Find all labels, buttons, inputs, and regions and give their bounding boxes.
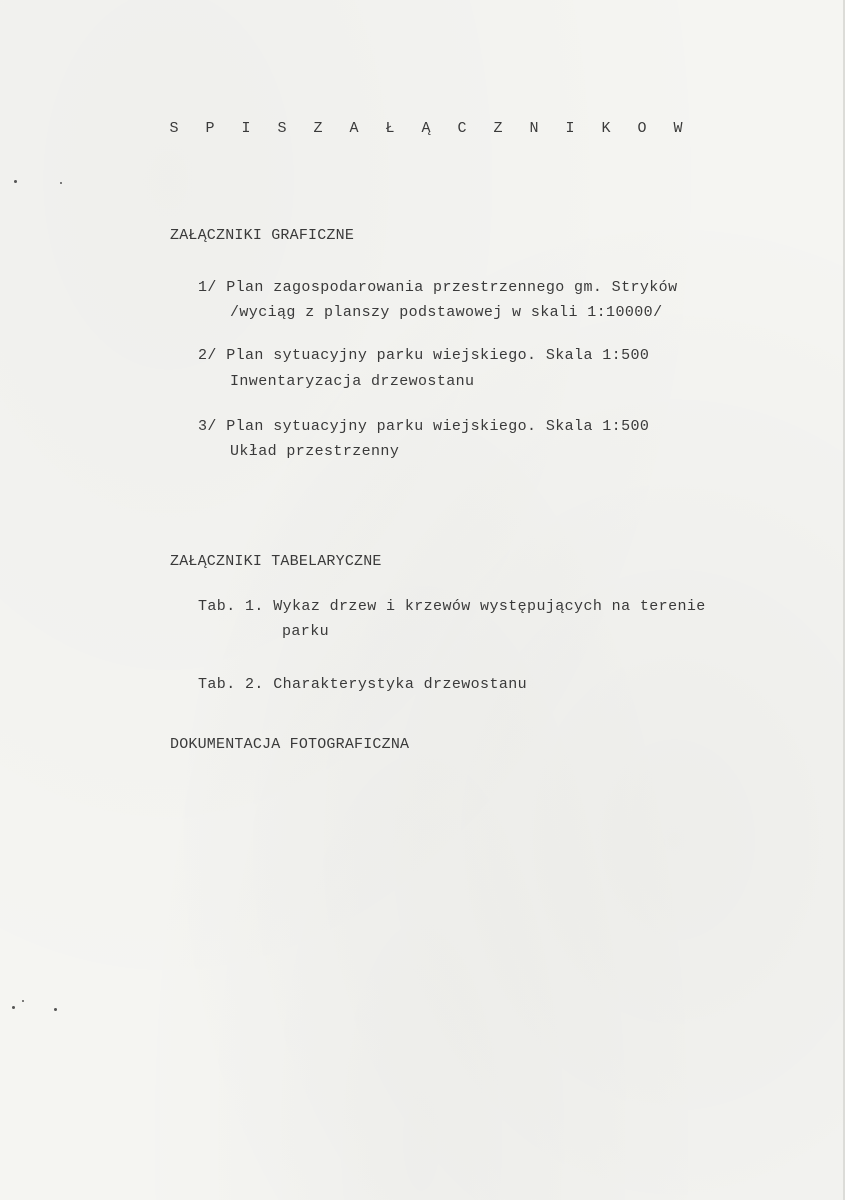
ink-speck bbox=[22, 1000, 24, 1002]
list-item-graphic-3-line2: Układ przestrzenny bbox=[230, 443, 400, 460]
section-heading-tables: ZAŁĄCZNIKI TABELARYCZNE bbox=[170, 553, 382, 570]
list-item-table-1-line2: parku bbox=[282, 623, 330, 640]
ink-speck bbox=[54, 1008, 57, 1011]
section-heading-photo: DOKUMENTACJA FOTOGRAFICZNA bbox=[170, 736, 410, 753]
list-item-graphic-1-line1: 1/ Plan zagospodarowania przestrzennego gm. Stryków bbox=[198, 279, 678, 296]
ink-speck bbox=[60, 182, 62, 184]
list-item-graphic-3-line1: 3/ Plan sytuacyjny parku wiejskiego. Skala 1:500 bbox=[198, 418, 650, 435]
list-item-table-1-line1: Tab. 1. Wykaz drzew i krzewów występujących na terenie bbox=[198, 598, 706, 615]
list-item-graphic-2-line2: Inwentaryzacja drzewostanu bbox=[230, 373, 475, 390]
section-heading-graphic: ZAŁĄCZNIKI GRAFICZNE bbox=[170, 227, 355, 244]
list-item-graphic-2-line1: 2/ Plan sytuacyjny parku wiejskiego. Skala 1:500 bbox=[198, 347, 650, 364]
list-item-table-2-line1: Tab. 2. Charakterystyka drzewostanu bbox=[198, 676, 528, 693]
list-item-graphic-1-line2: /wyciąg z planszy podstawowej w skali 1:10000/ bbox=[230, 304, 663, 321]
ink-speck bbox=[14, 180, 17, 183]
page-title: S P I S Z A Ł Ą C Z N I K O W bbox=[169, 120, 692, 137]
ink-speck bbox=[12, 1006, 15, 1009]
